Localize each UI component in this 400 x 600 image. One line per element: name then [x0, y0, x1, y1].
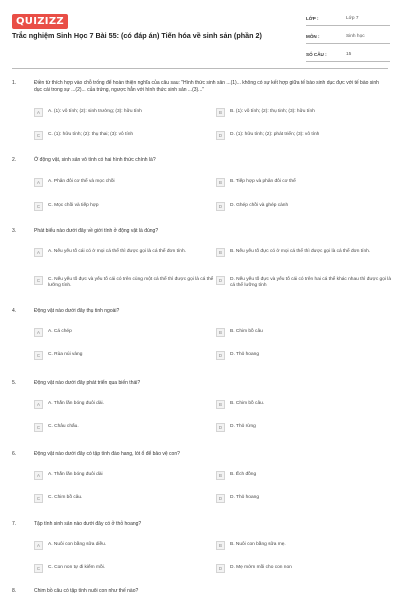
option-text: A. Nuôi con bằng sữa diều. — [48, 542, 107, 547]
option-letter-box: D — [216, 351, 225, 360]
option-text: C. Chim bồ câu. — [48, 495, 83, 500]
option-text: D. Thỏ hoang — [230, 495, 259, 500]
option-letter-box: D — [216, 564, 225, 573]
option-letter-box: B — [216, 471, 225, 480]
option-text: C. Mọc chồi và tiếp hợp — [48, 203, 99, 208]
option-b[interactable] — [216, 108, 396, 122]
option-text: D. Thỏ rừng — [230, 424, 256, 429]
option-d[interactable] — [216, 131, 396, 145]
option-a[interactable] — [34, 248, 214, 262]
option-letter-box: A — [34, 108, 43, 117]
option-b[interactable] — [216, 248, 396, 262]
option-text: B. Nếu yếu tố đực có ở mọi cá thể thì được gọi là cá thể đơn tính. — [230, 249, 371, 254]
option-letter-box: D — [216, 276, 225, 285]
meta-value: Lớp 7 — [346, 16, 359, 21]
meta-value: 15 — [346, 52, 352, 57]
option-letter-box: A — [34, 400, 43, 409]
meta-row-count — [306, 48, 390, 62]
option-a[interactable] — [34, 328, 214, 342]
meta-value: Sinh học — [346, 34, 365, 39]
document-header — [0, 0, 400, 66]
option-letter-box: B — [216, 108, 225, 117]
option-letter-box: A — [34, 471, 43, 480]
option-letter-box: C — [34, 564, 43, 573]
option-text: C. Nếu yếu tố đực và yếu tố cái có trên cùng một cá thể thì được gọi là cá thể lưỡng tính. — [48, 277, 214, 289]
option-text: D. Ghép chồi và ghép cành — [230, 203, 289, 208]
option-letter-box: A — [34, 541, 43, 550]
option-letter-box: C — [34, 494, 43, 503]
option-d[interactable] — [216, 494, 396, 508]
option-d[interactable] — [216, 202, 396, 216]
option-a[interactable] — [34, 541, 214, 555]
option-b[interactable] — [216, 541, 396, 555]
option-a[interactable] — [34, 108, 214, 122]
option-text: B. Chim bồ câu — [230, 329, 263, 334]
option-letter-box: A — [34, 178, 43, 187]
option-letter-box: B — [216, 178, 225, 187]
option-b[interactable] — [216, 400, 396, 414]
option-c[interactable] — [34, 494, 214, 508]
question-number: 1. — [12, 80, 17, 86]
option-text: B. Tiếp hợp và phân đôi cơ thể — [230, 179, 296, 184]
header-divider — [12, 68, 388, 69]
option-letter-box: C — [34, 131, 43, 140]
option-a[interactable] — [34, 400, 214, 414]
option-d[interactable] — [216, 276, 396, 290]
question-text: Ở động vật, sinh sản vô tính có hai hình thức chính là? — [34, 157, 156, 163]
option-c[interactable] — [34, 351, 214, 365]
option-text: D. (1): hữu tính; (2): phát triển; (3): vô tính — [230, 132, 320, 137]
option-c[interactable] — [34, 276, 214, 290]
option-letter-box: B — [216, 400, 225, 409]
option-text: B. Chim bồ câu. — [230, 401, 265, 406]
option-text: D. Thỏ hoang — [230, 352, 259, 357]
meta-panel — [306, 12, 390, 66]
option-text: B. (1): vô tính; (2): thụ tinh; (3): hữu tính — [230, 109, 315, 114]
option-b[interactable] — [216, 178, 396, 192]
question-number: 3. — [12, 228, 17, 234]
option-letter-box: C — [34, 276, 43, 285]
question-number: 7. — [12, 521, 17, 527]
meta-label: LỚP : — [306, 16, 319, 21]
question-text: Tập tính sinh sản nào dưới đây có ở thỏ hoang? — [34, 521, 142, 527]
option-text: A. Thằn lằn bóng đuôi dài. — [48, 401, 104, 406]
quizizz-logo — [12, 13, 68, 29]
option-text: D. Nếu yếu tố đực và yếu tố cái có trên hai cá thể khác nhau thì được gọi là cá thể lưỡng tính — [230, 277, 392, 289]
meta-row-class — [306, 12, 390, 26]
question-text: Động vật nào dưới đây có tập tính đào hang, lót ổ để bảo vệ con? — [34, 451, 180, 457]
option-text: C. Con non tự đi kiếm mồi. — [48, 565, 106, 570]
option-a[interactable] — [34, 471, 214, 485]
document-title: Trắc nghiệm Sinh Học 7 Bài 55: (có đáp án) Tiến hóa về sinh sản (phần 2) — [12, 31, 262, 40]
option-letter-box: B — [216, 541, 225, 550]
option-text: A. Thằn lằn bóng đuôi dài — [48, 472, 103, 477]
option-letter-box: D — [216, 494, 225, 503]
option-text: B. Nuôi con bằng sữa mẹ. — [230, 542, 286, 547]
option-text: A. Nếu yếu tố cái có ở mọi cá thể thì được gọi là cá thể đơn tính. — [48, 249, 186, 254]
meta-label: MÔN : — [306, 34, 320, 39]
question-number: 5. — [12, 380, 17, 386]
option-c[interactable] — [34, 202, 214, 216]
question-number: 4. — [12, 308, 17, 314]
option-letter-box: D — [216, 202, 225, 211]
question-number: 2. — [12, 157, 17, 163]
option-letter-box: D — [216, 131, 225, 140]
option-letter-box: D — [216, 423, 225, 432]
option-b[interactable] — [216, 471, 396, 485]
option-letter-box: A — [34, 248, 43, 257]
option-letter-box: C — [34, 202, 43, 211]
option-text: A. Phân đôi cơ thể và mọc chồi — [48, 179, 115, 184]
question-text: Động vật nào dưới đây thụ tinh ngoài? — [34, 308, 120, 314]
option-text: A. (1): vô tính; (2): sinh trưởng; (3): hữu tính — [48, 109, 142, 114]
option-letter-box: C — [34, 351, 43, 360]
option-text: C. (1): hữu tính; (2): thụ thai; (3): vô tính — [48, 132, 134, 137]
option-text: B. Ếch đồng — [230, 472, 257, 477]
question-text: Chim bồ câu có tập tính nuôi con như thế nào? — [34, 588, 139, 594]
option-text: A. Cá chép — [48, 329, 72, 334]
option-c[interactable] — [34, 131, 214, 145]
option-letter-box: C — [34, 423, 43, 432]
question-number: 6. — [12, 451, 17, 457]
option-letter-box: B — [216, 248, 225, 257]
option-d[interactable] — [216, 423, 396, 437]
logo-text: QUIZIZZ — [12, 14, 68, 29]
option-letter-box: A — [34, 328, 43, 337]
option-text: D. Mẹ mớm mồi cho con non — [230, 565, 292, 570]
option-d[interactable] — [216, 564, 396, 578]
question-text: Phát biểu nào dưới đây về giới tính ở động vật là đúng? — [34, 228, 159, 234]
meta-row-subject — [306, 30, 390, 44]
option-text: C. Châu chấu. — [48, 424, 79, 429]
option-c[interactable] — [34, 564, 214, 578]
option-d[interactable] — [216, 351, 396, 365]
option-a[interactable] — [34, 178, 214, 192]
option-c[interactable] — [34, 423, 214, 437]
option-b[interactable] — [216, 328, 396, 342]
question-number: 8. — [12, 588, 17, 594]
question-text: Động vật nào dưới đây phát triển qua biến thái? — [34, 380, 141, 386]
question-text: Điền từ thích hợp vào chỗ trống để hoàn thiện nghĩa của câu sau: "Hình thức sinh sản ...(1)... không có sự kết hợp giữa tế bào sinh dục đực với tế bào sinh dục cái trong sự ...(2)... của trứng, ngược hẳn với hình thức sinh sản ...(3)..." — [34, 80, 379, 93]
option-letter-box: B — [216, 328, 225, 337]
option-text: C. Rùa núi vàng — [48, 352, 83, 357]
meta-label: SỐ CÂU : — [306, 52, 327, 57]
